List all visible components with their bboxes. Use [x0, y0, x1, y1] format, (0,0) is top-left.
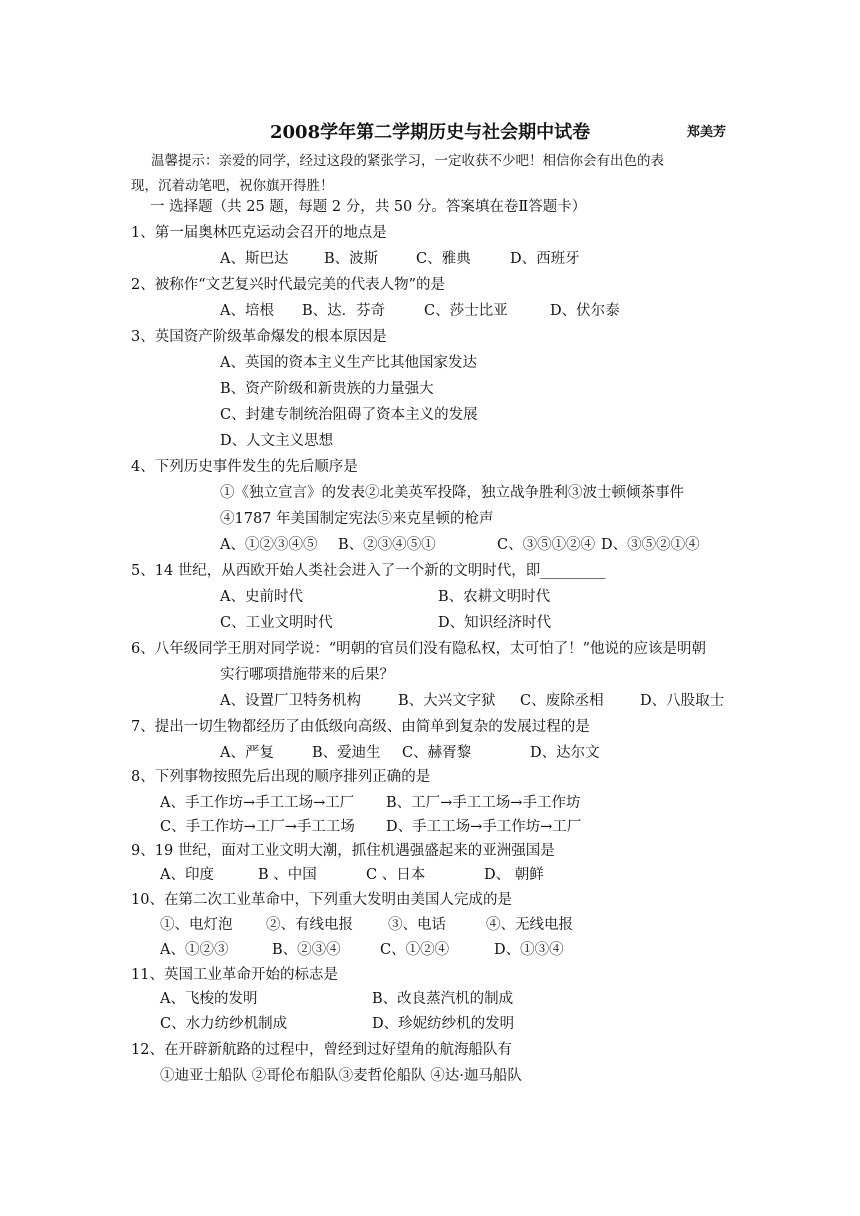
option-c: C 、日本: [366, 867, 426, 883]
option-a: A、①②③: [160, 942, 229, 958]
option-b: B、大兴文字狱: [398, 693, 496, 709]
option-c: C、赫胥黎: [402, 745, 472, 761]
question-stem: 12、在开辟新航路的过程中，曾经到过好望角的航海船队有: [131, 1042, 512, 1058]
question-sub-item: ④、无线电报: [486, 917, 573, 933]
option-b: B、②③④: [272, 942, 341, 958]
question-sub-line: ④1787 年美国制定宪法⑤来克星顿的枪声: [220, 511, 494, 527]
option-d: D、 朝鲜: [484, 867, 544, 883]
question-stem: 6、八年级同学王朋对同学说：“明朝的官员们没有隐私权，太可怕了！”他说的应该是明朝: [131, 641, 707, 657]
question-stem: 2、被称作“文艺复兴时代最完美的代表人物”的是: [131, 277, 446, 293]
option-d: D、③⑤②①④: [601, 537, 700, 553]
author-name: 郑美芳: [687, 125, 727, 140]
option-d: D、①③④: [494, 942, 564, 958]
option-c: C、水力纺纱机制成: [160, 1016, 288, 1032]
option-c: C、雅典: [416, 251, 471, 267]
option-d: D、人文主义思想: [220, 433, 334, 449]
option-c: C、③⑤①②④: [497, 537, 596, 553]
option-d: D、伏尔泰: [550, 303, 620, 319]
option-c: C、废除丞相: [520, 693, 604, 709]
option-b: B、资产阶级和新贵族的力量强大: [220, 381, 434, 397]
option-c: C、①②④: [380, 942, 450, 958]
question-sub-item: ②、有线电报: [266, 917, 353, 933]
option-a: A、斯巴达: [220, 251, 289, 267]
option-a: A、史前时代: [220, 589, 303, 605]
option-d: D、手工工场→手工作坊→工厂: [386, 819, 582, 835]
question-stem: 7、提出一切生物都经历了由低级向高级、由简单到复杂的发展过程的是: [131, 719, 590, 735]
option-d: D、珍妮纺纱机的发明: [372, 1016, 515, 1032]
option-d: D、达尔文: [530, 745, 600, 761]
option-a: A、培根: [220, 303, 274, 319]
option-c: C、手工作坊→工厂→手工工场: [160, 819, 355, 835]
intro-line-2: 现，沉着动笔吧，祝你旗开得胜！: [131, 178, 334, 194]
option-d: D、知识经济时代: [438, 615, 552, 631]
option-a: A、印度: [160, 867, 214, 883]
option-a: A、①②③④⑤: [220, 537, 318, 553]
question-stem: 1、第一届奥林匹克运动会召开的地点是: [131, 225, 387, 241]
option-b: B、爱迪生: [312, 745, 381, 761]
option-a: A、设置厂卫特务机构: [220, 693, 361, 709]
option-d: D、八股取士: [640, 693, 725, 709]
question-sub-line: ①《独立宣言》的发表②北美英军投降，独立战争胜利③波士顿倾茶事件: [220, 485, 684, 501]
option-b: B、农耕文明时代: [438, 589, 551, 605]
option-c: C、莎士比亚: [424, 303, 508, 319]
page-title: 2008学年第二学期历史与社会期中试卷: [270, 122, 591, 143]
option-b: B 、中国: [258, 867, 317, 883]
question-stem-continued: 实行哪项措施带来的后果？: [220, 667, 394, 683]
option-b: B、波斯: [324, 251, 379, 267]
question-sub-item: ③、电话: [388, 917, 446, 933]
question-stem: 5、14 世纪，从西欧开始人类社会进入了一个新的文明时代，即_________: [131, 563, 606, 579]
option-b: B、②③④⑤①: [338, 537, 436, 553]
question-sub-line: ①迪亚士船队 ②哥伦布船队③麦哲伦船队 ④达·迦马船队: [160, 1068, 522, 1084]
intro-line-1: 温馨提示：亲爱的同学，经过这段的紧张学习，一定收获不少吧！相信你会有出色的表: [151, 153, 664, 169]
question-stem: 9、19 世纪，面对工业文明大潮，抓住机遇强盛起来的亚洲强国是: [131, 843, 555, 859]
option-a: A、手工作坊→手工工场→工厂: [160, 795, 355, 811]
option-b: B、改良蒸汽机的制成: [372, 991, 514, 1007]
question-sub-item: ①、电灯泡: [160, 917, 233, 933]
option-c: C、工业文明时代: [220, 615, 333, 631]
question-stem: 8、下列事物按照先后出现的顺序排列正确的是: [131, 769, 431, 785]
question-stem: 10、在第二次工业革命中，下列重大发明由美国人完成的是: [131, 892, 512, 908]
question-stem: 11、英国工业革命开始的标志是: [131, 967, 338, 983]
option-d: D、西班牙: [510, 251, 580, 267]
option-c: C、封建专制统治阻碍了资本主义的发展: [220, 407, 478, 423]
question-stem: 3、英国资产阶级革命爆发的根本原因是: [131, 329, 387, 345]
section-heading: 一 选择题（共 25 题，每题 2 分，共 50 分。答案填在卷Ⅱ答题卡）: [150, 199, 587, 215]
option-a: A、飞梭的发明: [160, 991, 258, 1007]
option-a: A、严复: [220, 745, 274, 761]
option-b: B、工厂→手工工场→手工作坊: [386, 795, 581, 811]
option-b: B、达．芬奇: [302, 303, 386, 319]
question-stem: 4、下列历史事件发生的先后顺序是: [131, 459, 358, 475]
option-a: A、英国的资本主义生产比其他国家发达: [220, 355, 477, 371]
